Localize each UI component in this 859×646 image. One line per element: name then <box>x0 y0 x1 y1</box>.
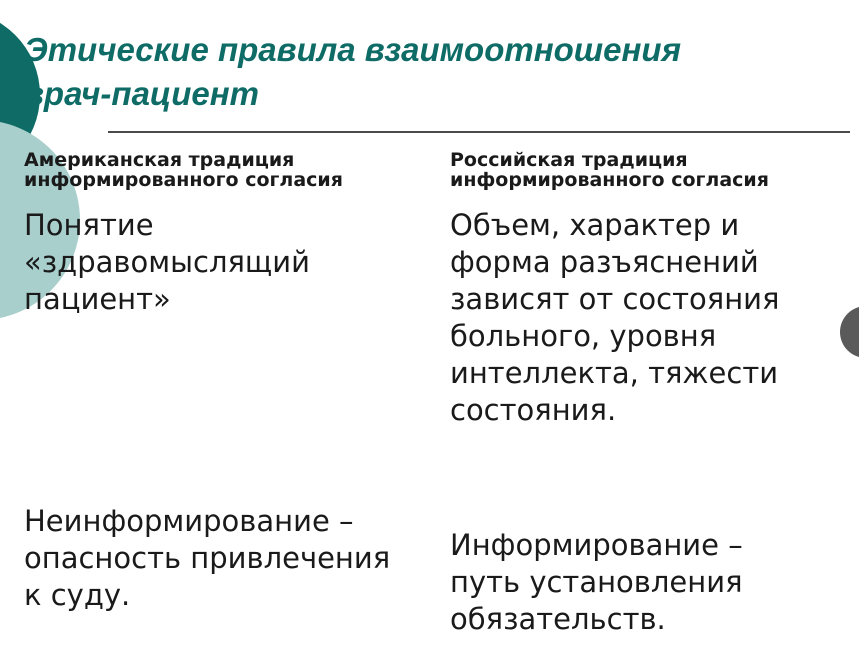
left-point-1-line: пациент» <box>24 282 171 316</box>
right-point-1-line: состояния. <box>450 393 617 427</box>
right-point-2-line: обязательств. <box>450 602 666 636</box>
right-heading-line1: Российская традиция <box>450 149 688 171</box>
decorative-circle-dark <box>840 306 859 358</box>
right-point-1 <box>450 207 840 429</box>
left-point-2 <box>24 503 434 614</box>
right-point-1-line: интеллекта, тяжести <box>450 356 779 390</box>
slide-title <box>24 28 844 116</box>
left-point-1-line: Понятие <box>24 208 154 242</box>
slide-title-line2: врач-пациент <box>24 75 260 112</box>
right-point-1-line: Объем, характер и <box>450 208 740 242</box>
left-heading-line1: Американская традиция <box>24 149 295 171</box>
title-divider <box>108 131 850 133</box>
right-column-header <box>450 150 850 190</box>
left-point-2-line: Неинформирование – <box>24 504 354 538</box>
right-point-2-line: Информирование – <box>450 528 743 562</box>
right-point-1-line: форма разъяснений <box>450 245 759 279</box>
left-point-2-line: опасность привлечения <box>24 541 391 575</box>
left-heading <box>24 150 434 190</box>
left-point-1-line: «здравомыслящий <box>24 245 310 279</box>
right-point-2-line: путь установления <box>450 565 743 599</box>
left-column-header <box>24 150 434 190</box>
right-point-1-line: зависят от состояния <box>450 282 780 316</box>
left-point-1 <box>24 207 434 318</box>
left-heading-line2: информированного согласия <box>24 169 343 191</box>
left-point-2-line: к суду. <box>24 578 131 612</box>
slide-title-line1: Этические правила взаимоотношения <box>24 31 682 68</box>
right-point-1-line: больного, уровня <box>450 319 717 353</box>
right-heading-line2: информированного согласия <box>450 169 769 191</box>
right-heading <box>450 150 850 190</box>
right-point-2 <box>450 527 840 638</box>
